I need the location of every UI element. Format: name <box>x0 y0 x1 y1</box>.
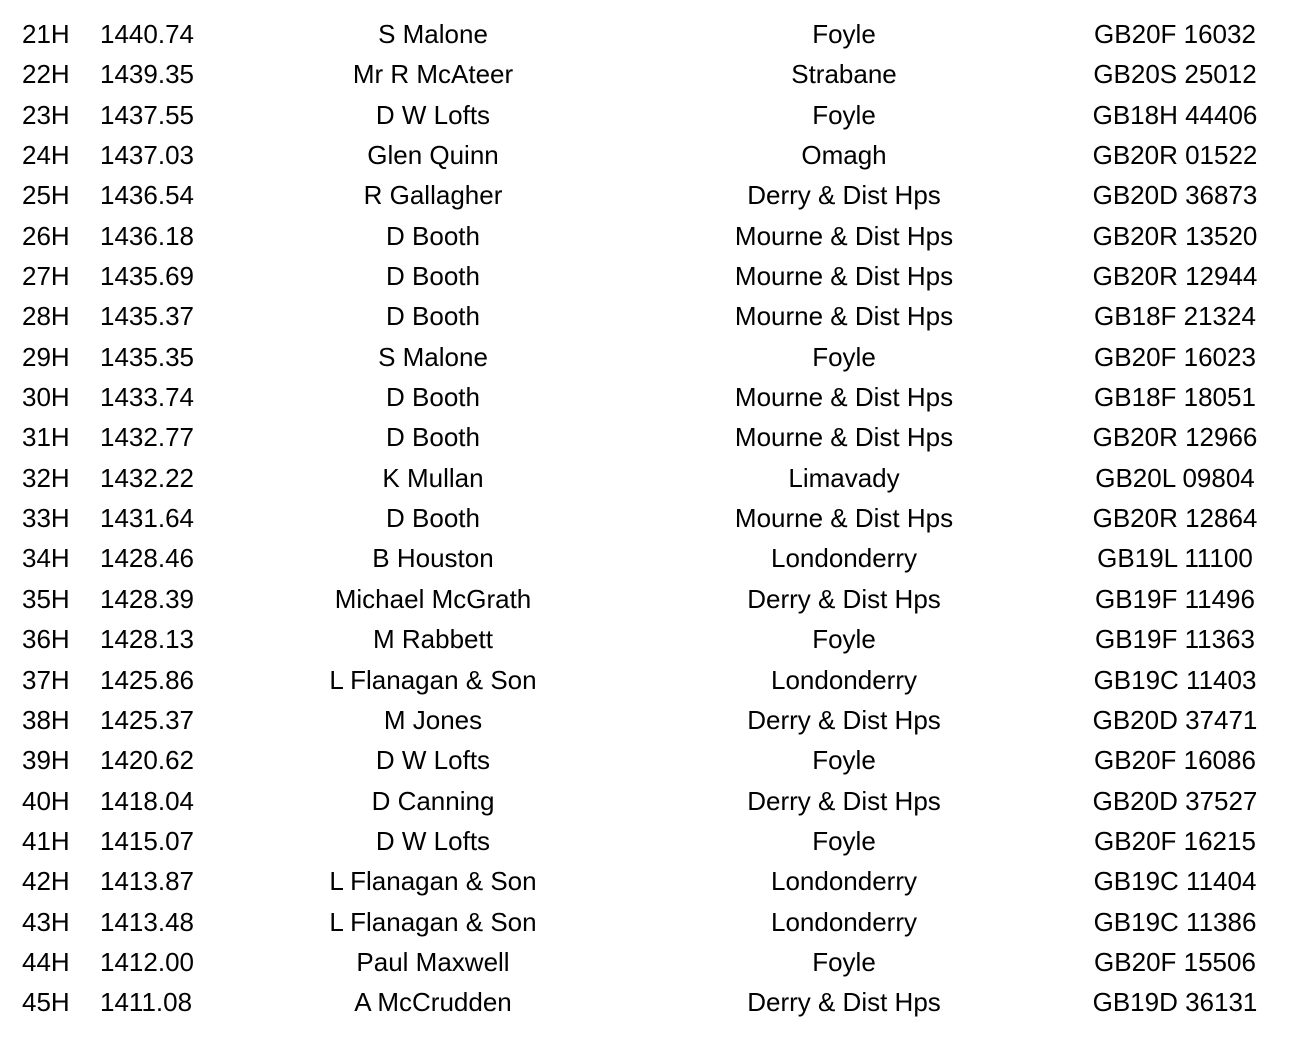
club-cell: Mourne & Dist Hps <box>734 422 954 453</box>
name-cell: K Mullan <box>382 462 484 493</box>
name-cell: Mr R McAteer <box>352 59 514 90</box>
velocity-cell: 1435.69 <box>100 261 194 292</box>
club-cell: Londonderry <box>771 543 917 574</box>
velocity-cell: 1415.07 <box>100 825 194 856</box>
velocity-cell: 1428.46 <box>100 543 194 574</box>
velocity-cell: 1428.13 <box>100 624 194 655</box>
ring-cell: GB20F 16215 <box>1094 825 1256 856</box>
velocity-cell: 1428.39 <box>100 583 194 614</box>
table-row <box>0 821 1301 861</box>
club-cell: Foyle <box>812 341 876 372</box>
position-cell: 44H <box>22 946 70 977</box>
club-cell: Derry & Dist Hps <box>747 704 941 735</box>
table-row <box>0 417 1301 457</box>
velocity-cell: 1432.22 <box>100 462 194 493</box>
ring-cell: GB20D 36873 <box>1092 180 1258 211</box>
club-cell: Mourne & Dist Hps <box>734 503 954 534</box>
name-cell: D Booth <box>386 261 480 292</box>
club-cell: Derry & Dist Hps <box>747 785 941 816</box>
table-row <box>0 337 1301 377</box>
name-cell: B Houston <box>372 543 494 574</box>
velocity-cell: 1411.08 <box>100 987 193 1018</box>
club-cell: Foyle <box>812 745 876 776</box>
table-row <box>0 135 1301 175</box>
position-cell: 23H <box>22 99 70 130</box>
ring-cell: GB19L 11100 <box>1097 543 1253 574</box>
ring-cell: GB19F 11363 <box>1095 624 1255 655</box>
name-cell: L Flanagan & Son <box>329 664 537 695</box>
ring-cell: GB18F 21324 <box>1094 301 1256 332</box>
velocity-cell: 1425.37 <box>100 704 194 735</box>
velocity-cell: 1425.86 <box>100 664 194 695</box>
club-cell: Foyle <box>812 19 876 49</box>
table-row <box>0 982 1301 1022</box>
table-row <box>0 296 1301 336</box>
position-cell: 29H <box>22 341 70 372</box>
velocity-cell: 1435.37 <box>100 301 194 332</box>
ring-cell: GB19D 36131 <box>1092 987 1258 1018</box>
club-cell: Mourne & Dist Hps <box>734 261 954 292</box>
ring-cell: GB19C 11386 <box>1093 906 1257 937</box>
velocity-cell: 1435.35 <box>100 341 194 372</box>
position-cell: 21H <box>22 19 70 49</box>
club-cell: Londonderry <box>771 866 917 897</box>
ring-cell: GB20R 01522 <box>1092 140 1258 171</box>
table-row <box>0 256 1301 296</box>
table-row <box>0 861 1301 901</box>
table-row <box>0 700 1301 740</box>
velocity-cell: 1431.64 <box>100 503 194 534</box>
ring-cell: GB20D 37527 <box>1092 785 1258 816</box>
ring-cell: GB19C 11404 <box>1093 866 1257 897</box>
name-cell: Michael McGrath <box>334 583 532 614</box>
ring-cell: GB19C 11403 <box>1093 664 1257 695</box>
ring-cell: GB20F 16032 <box>1094 19 1256 49</box>
table-row <box>0 54 1301 94</box>
name-cell: D W Lofts <box>375 99 491 130</box>
club-cell: Foyle <box>812 624 876 655</box>
velocity-cell: 1432.77 <box>100 422 194 453</box>
table-row <box>0 781 1301 821</box>
ring-cell: GB20F 16023 <box>1094 341 1256 372</box>
name-cell: D Booth <box>386 382 480 413</box>
velocity-cell: 1420.62 <box>100 745 194 776</box>
velocity-cell: 1437.55 <box>100 99 194 130</box>
table-row <box>0 740 1301 780</box>
position-cell: 42H <box>22 866 70 897</box>
ring-cell: GB20F 16086 <box>1094 745 1256 776</box>
name-cell: M Rabbett <box>373 624 493 655</box>
club-cell: Mourne & Dist Hps <box>734 301 954 332</box>
position-cell: 27H <box>22 261 70 292</box>
ring-cell: GB19F 11496 <box>1095 583 1255 614</box>
table-row <box>0 660 1301 700</box>
club-cell: Foyle <box>812 99 876 130</box>
name-cell: D Canning <box>371 785 495 816</box>
position-cell: 32H <box>22 462 70 493</box>
name-cell: A McCrudden <box>354 987 512 1018</box>
position-cell: 39H <box>22 745 70 776</box>
table-row <box>0 498 1301 538</box>
club-cell: Foyle <box>812 825 876 856</box>
velocity-cell: 1439.35 <box>100 59 194 90</box>
name-cell: S Malone <box>378 341 488 372</box>
ring-cell: GB20R 12944 <box>1092 261 1258 292</box>
ring-cell: GB20L 09804 <box>1095 462 1255 493</box>
ring-cell: GB20R 12864 <box>1092 503 1258 534</box>
position-cell: 30H <box>22 382 70 413</box>
results-table <box>0 14 1301 1023</box>
club-cell: Limavady <box>788 462 900 493</box>
ring-cell: GB20D 37471 <box>1092 704 1258 735</box>
name-cell: L Flanagan & Son <box>329 906 537 937</box>
ring-cell: GB20F 15506 <box>1094 946 1256 977</box>
table-row <box>0 458 1301 498</box>
table-row <box>0 175 1301 215</box>
club-cell: Foyle <box>812 946 876 977</box>
name-cell: S Malone <box>378 19 488 49</box>
table-row <box>0 216 1301 256</box>
name-cell: D Booth <box>386 220 480 251</box>
velocity-cell: 1440.74 <box>100 19 194 49</box>
table-row <box>0 619 1301 659</box>
ring-cell: GB18H 44406 <box>1092 99 1258 130</box>
velocity-cell: 1413.87 <box>100 866 194 897</box>
position-cell: 34H <box>22 543 70 574</box>
position-cell: 33H <box>22 503 70 534</box>
position-cell: 45H <box>22 987 70 1018</box>
velocity-cell: 1412.00 <box>100 946 194 977</box>
ring-cell: GB18F 18051 <box>1094 382 1256 413</box>
position-cell: 24H <box>22 140 70 171</box>
position-cell: 40H <box>22 785 70 816</box>
name-cell: L Flanagan & Son <box>329 866 537 897</box>
name-cell: D Booth <box>386 301 480 332</box>
table-row <box>0 377 1301 417</box>
position-cell: 38H <box>22 704 70 735</box>
name-cell: D Booth <box>386 503 480 534</box>
name-cell: R Gallagher <box>363 180 503 211</box>
club-cell: Londonderry <box>771 906 917 937</box>
ring-cell: GB20R 12966 <box>1092 422 1258 453</box>
velocity-cell: 1413.48 <box>100 906 194 937</box>
table-row <box>0 95 1301 135</box>
name-cell: D W Lofts <box>375 745 491 776</box>
club-cell: Londonderry <box>771 664 917 695</box>
name-cell: M Jones <box>383 704 483 735</box>
velocity-cell: 1418.04 <box>100 785 194 816</box>
position-cell: 36H <box>22 624 70 655</box>
position-cell: 35H <box>22 583 70 614</box>
name-cell: D W Lofts <box>375 825 491 856</box>
position-cell: 22H <box>22 59 70 90</box>
position-cell: 28H <box>22 301 70 332</box>
table-row <box>0 14 1301 54</box>
velocity-cell: 1433.74 <box>100 382 194 413</box>
name-cell: D Booth <box>386 422 480 453</box>
name-cell: Glen Quinn <box>367 140 499 171</box>
table-row <box>0 579 1301 619</box>
velocity-cell: 1436.54 <box>100 180 194 211</box>
position-cell: 43H <box>22 906 70 937</box>
club-cell: Strabane <box>791 59 897 90</box>
position-cell: 26H <box>22 220 70 251</box>
club-cell: Mourne & Dist Hps <box>734 220 954 251</box>
club-cell: Derry & Dist Hps <box>747 583 941 614</box>
position-cell: 31H <box>22 422 70 453</box>
name-cell: Paul Maxwell <box>356 946 510 977</box>
club-cell: Derry & Dist Hps <box>747 180 941 211</box>
velocity-cell: 1436.18 <box>100 220 194 251</box>
table-row <box>0 902 1301 942</box>
club-cell: Mourne & Dist Hps <box>734 382 954 413</box>
table-row <box>0 538 1301 578</box>
ring-cell: GB20S 25012 <box>1093 59 1257 90</box>
position-cell: 37H <box>22 664 70 695</box>
club-cell: Derry & Dist Hps <box>747 987 941 1018</box>
position-cell: 25H <box>22 180 70 211</box>
position-cell: 41H <box>22 825 70 856</box>
club-cell: Omagh <box>801 140 887 171</box>
velocity-cell: 1437.03 <box>100 140 194 171</box>
table-row <box>0 942 1301 982</box>
ring-cell: GB20R 13520 <box>1092 220 1258 251</box>
